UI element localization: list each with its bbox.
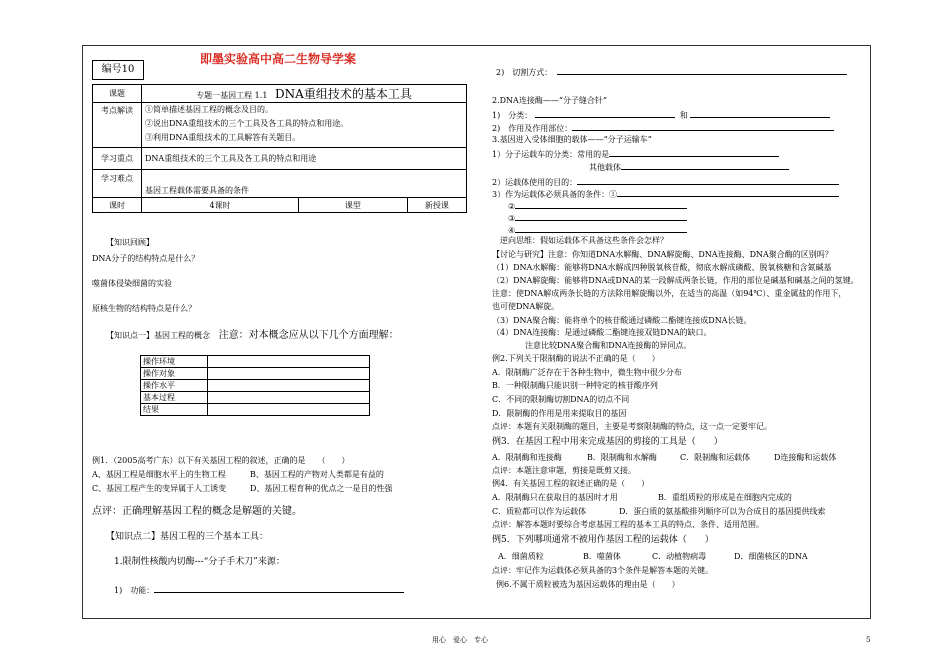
aspect-cell: 操作对象	[141, 368, 208, 380]
course-title-prefix: 专题一基因工程 1.1	[196, 91, 268, 100]
vector-types	[492, 148, 779, 160]
discussion-heading: 【讨论与研究】注意：你知道DNA水解酶、DNA解旋酶、DNA连接酶、DNA聚合酶的区别吗？	[492, 250, 833, 259]
example-3-question: 例3．在基因工程中用来完成基因的剪接的工具是（ ）	[492, 437, 723, 447]
condition-3	[508, 212, 687, 224]
answer-blank	[621, 161, 789, 170]
type-value: 新授课	[407, 198, 466, 213]
example-5-comment: 点评：牢记作为运载体必须具备的3个条件是解答本题的关键。	[492, 566, 714, 575]
example-2-option-c: C．不同的限制酶切割DNA的切点不同	[492, 395, 630, 404]
answer-blank	[557, 66, 847, 75]
condition-4-label: ④	[508, 226, 516, 235]
point1-prefix: 【知识点一】基因工程的概念	[106, 331, 210, 340]
aspect-blank	[208, 380, 370, 392]
answer-blank	[515, 224, 687, 233]
page-number: 5	[866, 636, 871, 644]
answer-blank	[609, 148, 779, 157]
knowledge-point-1	[106, 330, 399, 342]
vector-types-label: 1）分子运载车的分类：常用的是	[492, 150, 610, 159]
example-5-option-b: B．噬菌体	[583, 552, 621, 561]
difficult-text: 基因工程载体需要具备的条件	[142, 170, 467, 198]
ligase-class-label: 1) 分类：	[492, 111, 533, 120]
knowledge-point-2: 【知识点二】基因工程的三个基本工具：	[106, 532, 269, 542]
lesson-info-table	[92, 84, 467, 213]
example-6-question: 例6.不属于质粒被选为基因运载体的理由是（ ）	[496, 580, 680, 589]
point1-note: 注意：对本概念应从以下几个方面理解：	[218, 330, 399, 341]
answer-blank	[572, 122, 834, 131]
key-label: 学习重点	[93, 148, 142, 170]
cut-method	[496, 66, 847, 78]
example-1-option-b: B、基因工程的产物对人类都是有益的	[250, 470, 384, 479]
course-title-main: DNA重组技术的基本工具	[275, 87, 412, 101]
discussion-4: （4）DNA连接酶：是通过磷酸二酯键连接双链DNA的缺口。	[492, 328, 712, 337]
difficult-label: 学习难点	[93, 170, 142, 198]
aspect-cell: 基本过程	[141, 392, 208, 404]
review-heading: 【知识回顾】	[106, 238, 154, 247]
answer-blank	[515, 200, 687, 209]
points-cell	[142, 103, 467, 148]
example-2-option-d: D．限制酶的作用是用来提取目的基因	[492, 409, 627, 418]
example-2-question: 例2.下列关于限制酶的说法不正确的是（ ）	[492, 354, 660, 363]
doc-number: 编号10	[92, 60, 144, 80]
review-question-1: DNA分子的结构特点是什么？	[92, 254, 200, 263]
condition-4	[508, 224, 687, 236]
example-1-comment: 点评：正确理解基因工程的概念是解题的关键。	[92, 506, 302, 517]
example-5-option-c: C．动植物病毒	[652, 552, 707, 561]
review-question-3: 原核生物的结构特点是什么？	[92, 304, 196, 313]
example-4-option-a: A．限制酶只在获取目的基因时才用	[492, 493, 618, 502]
example-3-option-d: D连接酶和运载体	[774, 453, 837, 462]
vector-types-other	[589, 161, 789, 173]
vector-conditions	[492, 188, 839, 200]
aspect-cell: 操作水平	[141, 380, 208, 392]
condition-3-label: ③	[508, 214, 516, 223]
ligase-site-label: 2) 作用及作用部位：	[492, 124, 573, 133]
example-3-comment: 点评：本题注意审题，剪接是既剪又接。	[492, 466, 636, 475]
answer-blank	[690, 109, 830, 118]
key-text: DNA重组技术的三个工具及各工具的特点和用途	[142, 148, 467, 170]
answer-blank	[535, 109, 675, 118]
footer-motto: 用心 爱心 专心	[432, 636, 488, 644]
example-4-question: 例4．有关基因工程的叙述正确的是（ ）	[492, 479, 650, 488]
example-3-option-c: C．限制酶和运载体	[680, 453, 751, 462]
vector-title: 3.基因进入受体细胞的载体——“分子运输车”	[492, 135, 652, 144]
point-item: ③利用DNA重组技术的工具解答有关题目。	[145, 133, 301, 142]
ligase-class-and: 和	[679, 111, 688, 120]
ligase-title: 2.DNA连接酶——“分子缝合针”	[492, 96, 608, 105]
aspect-blank	[208, 404, 370, 416]
course-title	[142, 85, 467, 103]
discussion-1: （1）DNA水解酶：能够将DNA水解成四种脱氧核苷酸，彻底水解成磷酸、脱氧核糖和含氮碱基	[492, 263, 832, 272]
example-4-comment: 点评：解答本题时要综合考虑基因工程的基本工具的特点、条件、适用范围。	[492, 520, 764, 529]
vector-purpose-label: 2）运载体使用的目的：	[492, 178, 578, 187]
discussion-2-note-2: 也可使DNA解旋。	[492, 302, 560, 311]
example-5-question: 例5．下列哪项通常不被用作基因工程的运载体（ ）	[492, 535, 714, 545]
doc-title: 即墨实验高中高二生物导学案	[200, 52, 357, 66]
reverse-thinking: 逆向思维：假如运载体不具备这些条件会怎样？	[500, 236, 668, 245]
example-4-option-b: B．重组质粒的形成是在细胞内完成的	[658, 493, 792, 502]
aspect-cell: 结果	[141, 404, 208, 416]
discussion-3: （3）DNA聚合酶：能将单个的核苷酸通过磷酸二酯键连接成DNA长链。	[492, 316, 752, 325]
tool-1-function	[114, 584, 404, 596]
condition-2-label: ②	[508, 202, 516, 211]
example-1-option-d: D、基因工程育种的优点之一是目的性强	[250, 484, 393, 493]
tool-1-function-label: 1) 功能：	[114, 586, 155, 595]
example-4-option-c: C．质粒都可以作为运载体	[492, 507, 587, 516]
example-2-option-a: A．限制酶广泛存在于各种生物中，微生物中很少分布	[492, 368, 682, 377]
example-2-comment: 点评：本题有关限制酶的题目，主要是考察限制酶的特点，这一点一定要牢记。	[492, 422, 772, 431]
concept-aspects-table	[140, 355, 370, 416]
example-1-option-c: C、基因工程产生的变异属于人工诱变	[92, 484, 227, 493]
ligase-site	[492, 122, 834, 134]
discussion-2-note: 注意：使DNA解成两条长链的方法除用解旋酶以外，在适当的高温（如94℃）、重金属盐的作用下，	[492, 289, 847, 298]
points-label: 考点解读	[93, 103, 142, 148]
hours-value: 4课时	[142, 198, 299, 213]
review-question-2: 噬菌体侵染细菌的实验	[92, 279, 172, 288]
example-3-option-a: A．限制酶和连接酶	[492, 453, 562, 462]
example-3-option-b: B．限制酶和水解酶	[587, 453, 657, 462]
type-label: 课型	[299, 198, 408, 213]
point-item: ①简单描述基因工程的概念及目的。	[145, 105, 273, 114]
example-4-option-d: D．蛋白质的氨基酸排列顺序可以为合成目的基因提供线索	[619, 507, 826, 516]
aspect-blank	[208, 356, 370, 368]
example-1-question: 例1．（2005高考广东）以下有关基因工程的叙述，正确的是 （ ）	[92, 456, 350, 465]
aspect-cell: 操作环境	[141, 356, 208, 368]
answer-blank	[617, 188, 839, 197]
aspect-blank	[208, 392, 370, 404]
vector-purpose	[492, 176, 839, 188]
discussion-4-note: 注意比较DNA聚合酶和DNA连接酶的异同点。	[525, 341, 692, 350]
point-item: ②说出DNA重组技术的三个工具及各工具的特点和用途。	[145, 119, 349, 128]
cut-method-label: 2) 切割方式：	[496, 68, 553, 77]
example-2-option-b: B．一种限制酶只能识别一种特定的核苷酸序列	[492, 381, 658, 390]
hours-label: 课时	[93, 198, 142, 213]
answer-blank	[515, 212, 687, 221]
vector-types-other-label: 其他载体	[589, 163, 621, 172]
answer-blank	[577, 176, 839, 185]
course-label: 课题	[93, 85, 142, 103]
vector-conditions-label: 3）作为运载体必须具备的条件：①	[492, 190, 618, 199]
example-5-option-a: A．细菌质粒	[498, 552, 544, 561]
discussion-2: （2）DNA解旋酶：能够将DNA或DNA的某一段解成两条长链，作用的部位是碱基和碱基之间的氢键。	[492, 276, 859, 285]
ligase-class	[492, 109, 830, 121]
tool-1-title: 1.限制性核酸内切酶---“分子手术刀”来源：	[114, 557, 285, 567]
aspect-blank	[208, 368, 370, 380]
answer-blank	[154, 584, 404, 593]
example-5-option-d: D．细菌核区的DNA	[734, 552, 808, 561]
example-1-option-a: A、基因工程是细胞水平上的生物工程	[92, 470, 226, 479]
condition-2	[508, 200, 687, 212]
